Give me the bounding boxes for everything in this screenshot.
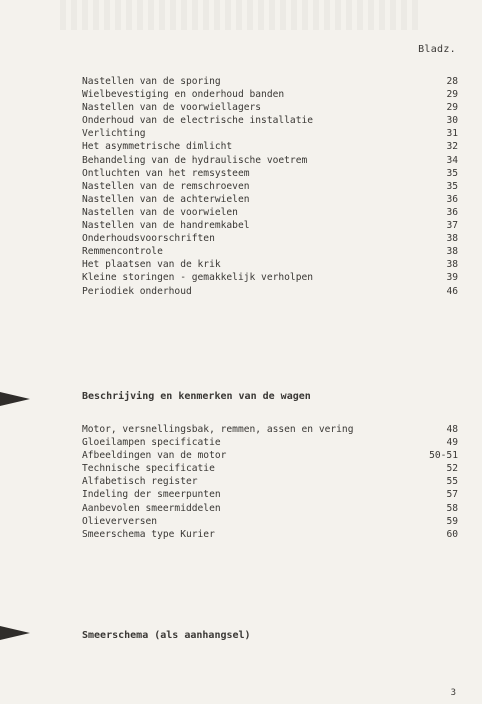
toc-entry-page: 36 [446,206,458,218]
toc-entry-title: Het asymmetrische dimlicht [82,141,233,153]
toc-entry-title: Indeling der smeerpunten [82,489,221,501]
toc-entry-page: 34 [446,154,458,166]
toc-entry-page: 57 [446,489,458,501]
toc-entry-title: Onderhoudsvoorschriften [82,233,215,245]
toc-entry-title: Kleine storingen - gemakkelijk verholpen [82,272,314,284]
toc-entry-page: 59 [446,515,458,527]
toc-entry-title: Periodiek onderhoud [82,285,192,297]
toc-entry-title: Motor, versnellingsbak, remmen, assen en vering [82,424,354,435]
toc-entry [82,102,458,115]
toc-entry-title: Aanbevolen smeermiddelen [82,502,221,514]
toc-entry [82,207,458,220]
toc-entry [82,115,458,128]
toc-entry-page: 36 [446,193,458,205]
bleed-through-text [60,0,420,30]
toc-entry-title: Nastellen van de sporing [82,76,221,87]
toc-entry [82,181,458,194]
toc-entry [82,529,458,542]
arrow-marker-icon [0,626,30,640]
toc-entry [82,76,458,89]
toc-entry-title: Afbeeldingen van de motor [82,450,227,462]
toc-entry-page: 30 [446,115,458,127]
toc-entry [82,89,458,102]
toc-entry-title: Nastellen van de remschroeven [82,180,250,192]
toc-entry-page: 46 [446,285,458,297]
toc-entry-page: 58 [446,502,458,514]
toc-entry [82,516,458,529]
toc-entry [82,437,458,450]
toc-entry-title: Ontluchten van het remsysteem [82,167,250,179]
toc-entry-page: 38 [446,233,458,245]
bladz-column-label: Bladz. [418,44,456,55]
toc-entry [82,463,458,476]
arrow-marker-icon [0,392,30,406]
toc-entry-page: 38 [446,259,458,271]
toc-entry-title: Nastellen van de voorwiellagers [82,102,262,114]
toc-entry-page: 32 [446,141,458,153]
toc-entry [82,246,458,259]
toc-entry [82,155,458,168]
toc-entry-title: Alfabetisch register [82,476,198,488]
toc-entry-page: 29 [446,89,458,101]
toc-entry-title: Olieverversen [82,515,158,527]
toc-entry-title: Gloeilampen specificatie [82,437,221,449]
toc-entry-page: 29 [446,102,458,114]
toc-entry-page: 37 [446,220,458,232]
toc-entry [82,503,458,516]
toc-entry-title: Nastellen van de handremkabel [82,220,250,232]
toc-list-top [82,76,458,299]
toc-entry [82,220,458,233]
toc-entry [82,489,458,502]
toc-entry-page: 35 [446,180,458,192]
toc-entry-title: Behandeling van de hydraulische voetrem [82,154,308,166]
toc-entry-title: Remmencontrole [82,246,163,258]
toc-entry [82,476,458,489]
toc-entry-page: 31 [446,128,458,140]
toc-entry-title: Verlichting [82,128,146,140]
toc-entry-page: 49 [446,437,458,449]
toc-entry [82,168,458,181]
toc-entry [82,286,458,299]
toc-entry [82,259,458,272]
toc-entry [82,272,458,285]
toc-entry-page: 35 [446,167,458,179]
toc-entry [82,194,458,207]
toc-entry-title: Het plaatsen van de krik [82,259,221,271]
toc-entry-page: 60 [446,528,458,540]
toc-entry-page: 38 [446,246,458,258]
toc-list-bottom [82,424,458,542]
toc-entry-title: Nastellen van de achterwielen [82,193,250,205]
page-number: 3 [450,688,456,698]
toc-entry [82,424,458,437]
toc-entry-title: Nastellen van de voorwielen [82,206,238,218]
toc-entry [82,450,458,463]
toc-entry [82,141,458,154]
toc-entry-page: 48 [446,424,458,435]
toc-entry-page: 55 [446,476,458,488]
section-heading: Smeerschema (als aanhangsel) [82,630,251,641]
toc-entry-title: Smeerschema type Kurier [82,528,215,540]
toc-entry-title: Onderhoud van de electrische installatie [82,115,314,127]
toc-entry-page: 28 [446,76,458,87]
toc-entry-page: 52 [446,463,458,475]
toc-entry-title: Technische specificatie [82,463,215,475]
section-heading: Beschrijving en kenmerken van de wagen [82,391,311,402]
toc-entry-page: 39 [446,272,458,284]
toc-entry-title: Wielbevestiging en onderhoud banden [82,89,285,101]
toc-entry [82,233,458,246]
toc-entry-page: 50-51 [429,450,458,462]
toc-entry [82,128,458,141]
